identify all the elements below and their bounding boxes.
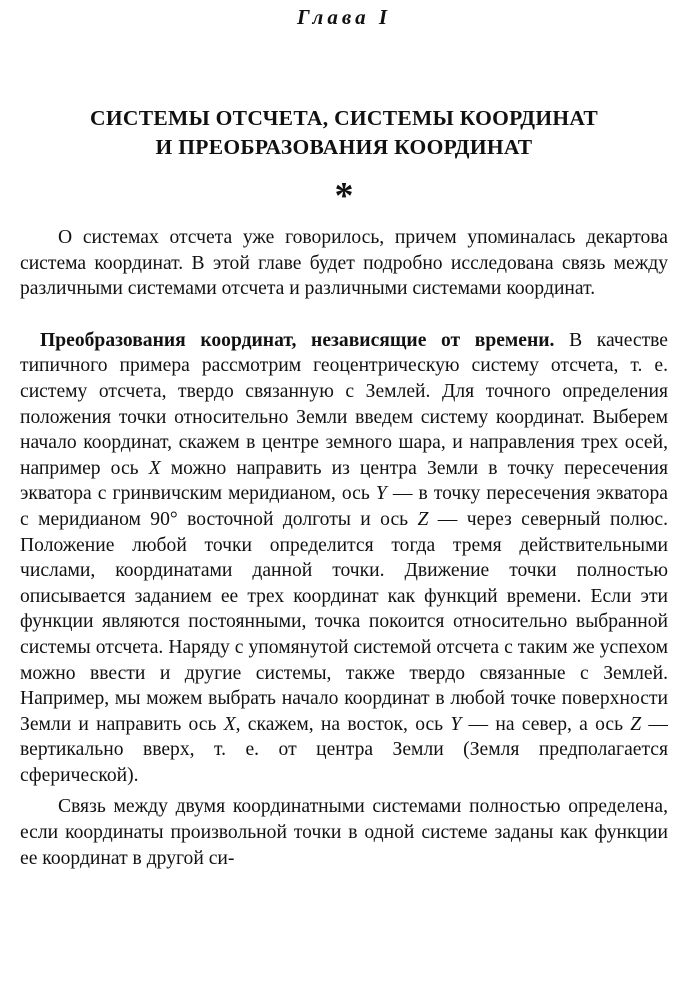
section-text-2: можно направить из центра Земли в точку пересечения экватора с гринвичским меридианом, ось — [20, 457, 668, 505]
section-text-4: — через северный полюс. Положение любой точки определится тогда тремя действительными числами, координатами данной точки. Движение точки полностью описывается заданием ее трех координат как функций времени. Если эти функции являются постоянными, точка покоится относительно выбранной системы отсчета. Наряду с упомянутой системой отсчета с таким же успехом можно ввести и другие системы, также твердо связанные с Землей. Например, мы можем выбрать начало координат в любой точке поверхности Земли и направить ось — [20, 508, 668, 735]
chapter-label: Глава I — [296, 5, 391, 29]
section-text-5: , скажем, на восток, ось — [235, 713, 444, 735]
document-page — [20, 0, 668, 1000]
section-text-6: — на север, а ось — [468, 713, 624, 735]
intro-paragraph: О системах отсчета уже говорилось, причем упоминалась декартова система координат. В этой главе будет подробно исследована связь между различными системами отсчета и различными системами координат. — [20, 227, 668, 300]
chapter-title-line-2: И ПРЕОБРАЗОВАНИЯ КООРДИНАТ — [155, 135, 533, 159]
next-paragraph: Связь между двумя координатными системами полностью определена, если координаты произвольной точки в одной системе заданы как функции ее координат в другой си- — [20, 796, 668, 869]
section-heading: Преобразования координат, независящие от времени. — [40, 329, 555, 351]
axis-x-variable: X — [148, 457, 161, 479]
axis-x-variable: X — [223, 713, 236, 735]
section-paragraph — [20, 328, 668, 789]
section-text-1: В качестве типичного примера рассмотрим геоцентрическую систему отсчета, т. е. систему отсчета, твердо связанную с Землей. Для точного определения положения точки относительно Земли введем систему координат. Выберем начало координат, скажем в центре земного шара, и направления трех осей, например ось — [20, 329, 668, 479]
chapter-title-line-1: СИСТЕМЫ ОТСЧЕТА, СИСТЕМЫ КООРДИНАТ — [90, 106, 598, 130]
axis-y-variable: Y — [450, 713, 462, 735]
chapter-title — [20, 104, 668, 162]
section-text-3: — в точку пересечения экватора с меридианом 90° восточной долготы и ось — [20, 483, 668, 530]
axis-y-variable: Y — [375, 483, 387, 505]
asterisk-ornament: * — [334, 175, 354, 217]
axis-z-variable: Z — [417, 508, 429, 530]
axis-z-variable: Z — [630, 713, 642, 735]
section-text-7: — вертикально вверх, т. е. от центра Земли (Земля предполагается сферической). — [20, 713, 669, 786]
